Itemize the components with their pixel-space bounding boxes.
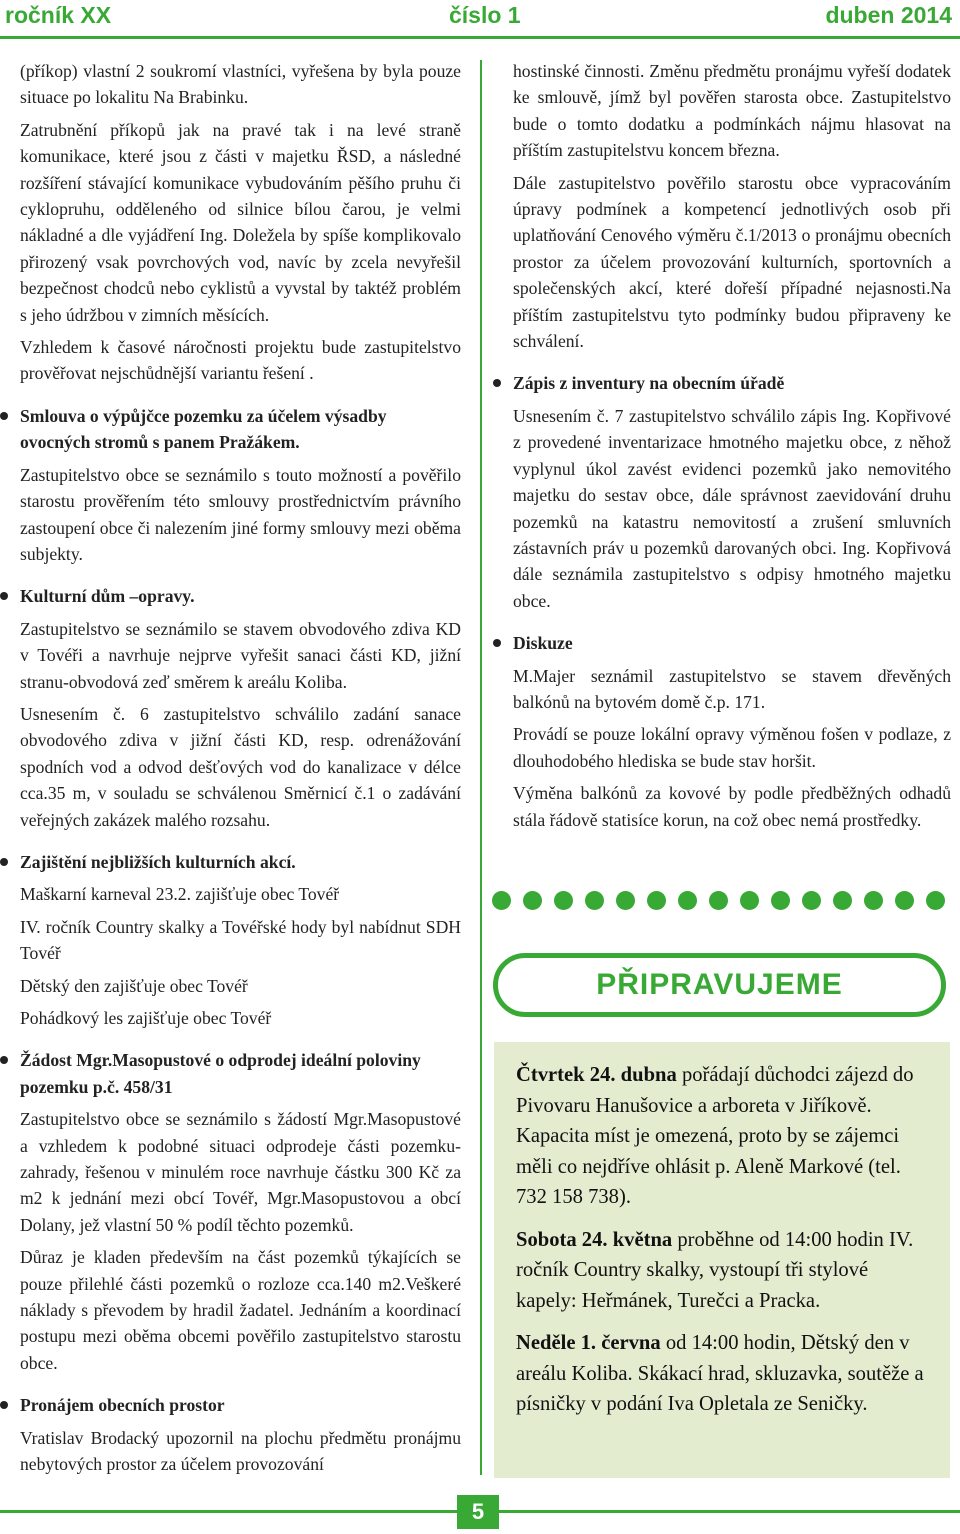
- dot-icon: [554, 891, 573, 910]
- dot-icon: [833, 891, 852, 910]
- section-heading: Pronájem obecních prostor: [20, 1392, 461, 1418]
- page-number: 5: [457, 1495, 499, 1529]
- page-header: [0, 0, 960, 36]
- event-date: Neděle 1. června: [516, 1332, 661, 1354]
- decorative-dots: [492, 891, 952, 913]
- paragraph: Pohádkový les zajišťuje obec Tovéř: [20, 1008, 272, 1028]
- event-text: proběhne od 14:00 hodin IV. ročník Country skalky, vystoupí tři stylové kapely: Heřmánek, Turečci a Pracka.: [516, 1228, 914, 1312]
- date-label: duben 2014: [825, 2, 952, 28]
- event-text: pořádají důchodci zájezd do Pivovaru Hanušovice a arboreta v Jiříkově. Kapacita míst je omezená, proto by se zájemci měli co nejdříve ohlásit p. Aleně Markové (tel. 732 158 738).: [516, 1064, 914, 1208]
- event-text: od 14:00 hodin, Dětský den v areálu Koliba. Skákací hrad, skluzavka, soutěže a písničky v podání Iva Opletala ze Seničky.: [516, 1332, 924, 1415]
- bullet-icon: [0, 592, 8, 600]
- dot-icon: [709, 891, 728, 910]
- section-heading: Zajištění nejbližších kulturních akcí.: [20, 849, 461, 875]
- dot-icon: [895, 891, 914, 910]
- paragraph: hostinské činnosti. Změnu předmětu pronájmu vyřeší dodatek ke smlouvě, jímž byl pověřen starosta obce. Zastupitelstvo bude o tomto dodatku a podmínkách nájmu hlasovat na příštím zastupitelstvu koncem března.: [513, 61, 951, 161]
- header-divider: [0, 36, 960, 39]
- volume-label: ročník XX: [5, 2, 112, 28]
- dot-icon: [585, 891, 604, 910]
- dot-icon: [864, 891, 883, 910]
- dot-icon: [771, 891, 790, 910]
- event-item: [516, 1225, 926, 1317]
- paragraph: Usnesením č. 7 zastupitelstvo schválilo zápis Ing. Kopřivové z provedené inventarizace hmotného majetku obce, z něhož vyplynul úkol zavést evidenci pozemků jako nemovitého majetku do sestav obce, dále správnost zaevidování druhu pozemků na katastru nemovitostí a zrušení smluvních zástavních práv u pozemků darovaných obci. Ing. Kopřivová dále seznámila zastupitelstvo s odpisy hmotného majetku obce.: [513, 405, 951, 611]
- paragraph: Usnesením č. 6 zastupitelstvo schválilo zadání sanace obvodového zdiva v jižní části KD, resp. odrenážování spodních vod a odvod dešťových vod do kanalizace v délce cca.35 m, v souladu se schválenou Směrnicí č.1 o zadávání veřejných zakázek malého rozsahu.: [20, 703, 461, 830]
- paragraph: (příkop) vlastní 2 soukromí vlastníci, vyřešena by byla pouze situace po lokalitu Na Brabinku.: [20, 61, 461, 108]
- section-heading: Diskuze: [513, 630, 951, 656]
- paragraph: Zastupitelstvo obce se seznámilo s touto možností a pověřilo starostu prověřením této smlouvy prostřednictvím právního zastoupení obce či nalezením jiné formy smlouvy mezi oběma subjekty.: [20, 464, 461, 564]
- paragraph: Vzhledem k časové náročnosti projektu bude zastupitelstvo prověřovat nejschůdnější variantu řešení .: [20, 337, 461, 384]
- dot-icon: [523, 891, 542, 910]
- bullet-icon: [0, 858, 8, 866]
- paragraph: Provádí se pouze lokální opravy výměnou fošen v podlaze, z dlouhodobého hlediska se bude stav horšit.: [513, 724, 951, 771]
- dot-icon: [926, 891, 945, 910]
- bullet-icon: [0, 412, 8, 420]
- right-column: [513, 58, 951, 839]
- event-date: Čtvrtek 24. dubna: [516, 1064, 677, 1086]
- section-heading: Zápis z inventury na obecním úřadě: [513, 370, 951, 396]
- paragraph: Dále zastupitelstvo pověřilo starostu obce vypracováním úpravy podmínek a kompetencí jednotlivých osob při uplatňování Cenového výměru č.1/2013 o pronájmu obecních prostor za účelem provozování kulturních, sportovních a společenských akcí, které dořeší případné nejasnosti.Na příštím zastupitelstvu tyto podmínky budou připraveny ke schválení.: [513, 172, 951, 352]
- dot-icon: [802, 891, 821, 910]
- pripravujeme-banner: PŘIPRAVUJEME: [493, 953, 946, 1017]
- bullet-icon: [0, 1401, 8, 1409]
- paragraph: Výměna balkónů za kovové by podle předběžných odhadů stála řádově statisíce korun, na což obec nemá prostředky.: [513, 783, 951, 830]
- section-heading: Smlouva o výpůjčce pozemku za účelem výsadby ovocných stromů s panem Pražákem.: [20, 403, 461, 456]
- dot-icon: [678, 891, 697, 910]
- paragraph: Zatrubnění příkopů jak na pravé tak i na levé straně komunikace, které jsou z části v majetku ŘSD, a následné rozšíření stávající komunikace vybudováním pěšího pruhu či cyklopruhu, odděleného od silnice bílou čarou, je velmi nákladné a dle vyjádření Ing. Doležela by spíše komplikovalo přirozený vsak povrchových vod, navíc by zcela nevyřešil bezpečnost chodců nebo cyklistů a vyvstal by taktéž problém s jeho údržbou v zimních měsících.: [20, 119, 461, 325]
- dot-icon: [740, 891, 759, 910]
- paragraph: M.Majer seznámil zastupitelstvo se stavem dřevěných balkónů na bytovém domě č.p. 171.: [513, 665, 951, 712]
- section-heading: Žádost Mgr.Masopustové o odprodej ideální poloviny pozemku p.č. 458/31: [20, 1047, 461, 1100]
- column-divider: [480, 60, 482, 1475]
- section-heading: Kulturní dům –opravy.: [20, 583, 461, 609]
- paragraph: IV. ročník Country skalky a Tovéřské hody byl nabídnut SDH Tovéř: [20, 916, 461, 964]
- event-item: [516, 1328, 926, 1420]
- paragraph: Maškarní karneval 23.2. zajišťuje obec Tovéř: [20, 884, 340, 905]
- paragraph: Dětský den zajišťuje obec Tovéř: [20, 975, 248, 996]
- event-item: [516, 1060, 926, 1213]
- paragraph: Vratislav Brodacký upozornil na plochu předmětu pronájmu nebytových prostor za účelem provozování: [20, 1427, 461, 1475]
- bullet-icon: [493, 379, 501, 387]
- paragraph: Zastupitelstvo obce se seznámilo s žádostí Mgr.Masopustové a vzhledem k podobné situaci odprodeje části pozemku-zahrady, řešenou v minulém roce navrhuje částku 300 Kč za m2 k jednání mezi obcí Tovéř, Mgr.Masopustovou a obcí Dolany, jež vlastní 50 % podíl těchto pozemků.: [20, 1109, 461, 1235]
- paragraph: Důraz je kladen především na část pozemků týkajících se pouze přilehlé části pozemků o rozloze cca.140 m2.Veškeré náklady s převodem by hradil žadatel. Jednáním a koordinací postupu mezi oběma obcemi pověřilo zastupitelstvo starostu obce.: [20, 1247, 461, 1373]
- paragraph: Zastupitelstvo se seznámilo se stavem obvodového zdiva KD v Tovéři a navrhuje nejprve vyřešit sanaci části KD, jižní stranu-obvodová zeď směrem k areálu Koliba.: [20, 618, 461, 692]
- bullet-icon: [493, 639, 501, 647]
- dot-icon: [492, 891, 511, 910]
- dot-icon: [647, 891, 666, 910]
- left-column: [20, 58, 461, 1484]
- bullet-icon: [0, 1056, 8, 1064]
- issue-label: číslo 1: [449, 2, 521, 28]
- dot-icon: [616, 891, 635, 910]
- events-box: [494, 1042, 950, 1478]
- event-date: Sobota 24. května: [516, 1228, 673, 1251]
